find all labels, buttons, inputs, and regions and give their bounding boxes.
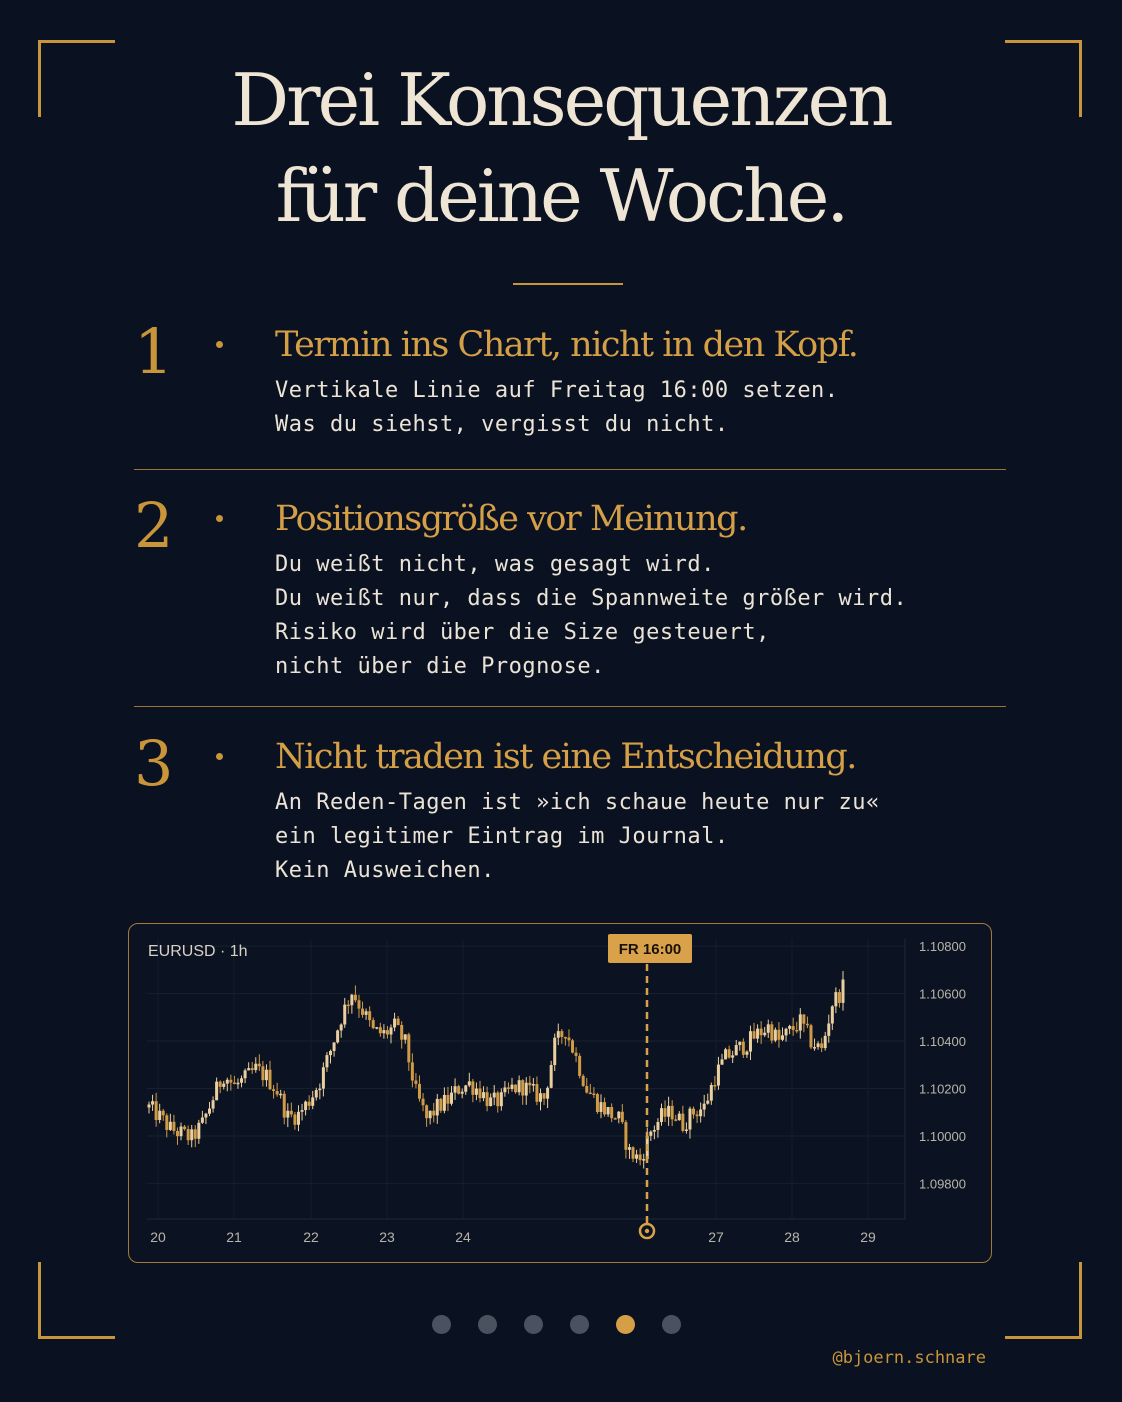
candle-body bbox=[792, 1026, 795, 1030]
candle-body bbox=[286, 1111, 289, 1118]
candle-body bbox=[240, 1078, 243, 1082]
candle-body bbox=[343, 1005, 346, 1025]
chart-symbol-label: EURUSD · 1h bbox=[148, 943, 248, 960]
candle-body bbox=[290, 1111, 293, 1115]
candle-body bbox=[489, 1097, 492, 1106]
page-dot[interactable] bbox=[432, 1315, 451, 1334]
candle-body bbox=[162, 1111, 165, 1116]
page-dot[interactable] bbox=[616, 1315, 635, 1334]
candle-body bbox=[614, 1118, 617, 1120]
candle-body bbox=[197, 1123, 200, 1139]
candle-body bbox=[261, 1066, 264, 1080]
page-dot[interactable] bbox=[570, 1315, 589, 1334]
page-title bbox=[0, 52, 1122, 244]
candle-body bbox=[589, 1093, 592, 1095]
candle-body bbox=[760, 1029, 763, 1036]
y-tick-label: 1.10000 bbox=[919, 1128, 966, 1144]
candle-body bbox=[155, 1101, 158, 1120]
page-dot[interactable] bbox=[662, 1315, 681, 1334]
candle-body bbox=[745, 1052, 748, 1055]
candle-body bbox=[375, 1027, 378, 1029]
candle-body bbox=[628, 1147, 631, 1150]
candle-body bbox=[368, 1011, 371, 1020]
candle-body bbox=[233, 1083, 236, 1085]
candle-body bbox=[276, 1091, 279, 1094]
candle-body bbox=[724, 1049, 727, 1059]
candle-body bbox=[254, 1064, 257, 1070]
candle-body bbox=[340, 1024, 343, 1030]
candle-body bbox=[827, 1023, 830, 1035]
candle-body bbox=[414, 1081, 417, 1084]
candle-body bbox=[503, 1087, 506, 1092]
candle-body bbox=[610, 1107, 613, 1118]
candle-body bbox=[642, 1159, 645, 1161]
item-number: 1 bbox=[134, 315, 174, 388]
candle-body bbox=[543, 1093, 546, 1098]
candle-body bbox=[738, 1042, 741, 1045]
candle-body bbox=[425, 1105, 428, 1118]
candle-body bbox=[617, 1112, 620, 1119]
candle-body bbox=[649, 1132, 652, 1136]
candle-body bbox=[834, 992, 837, 1006]
x-tick-label: 23 bbox=[379, 1229, 395, 1245]
item-heading: Termin ins Chart, nicht in den Kopf. bbox=[275, 325, 858, 365]
candle-body bbox=[236, 1083, 239, 1085]
item-number: 2 bbox=[134, 489, 174, 562]
candle-body bbox=[386, 1030, 389, 1034]
candle-body bbox=[461, 1092, 464, 1094]
candle-body bbox=[357, 1000, 360, 1008]
candle-body bbox=[770, 1024, 773, 1040]
candle-body bbox=[304, 1102, 307, 1110]
candle-body bbox=[578, 1056, 581, 1076]
candle-body bbox=[507, 1087, 510, 1089]
candle-body bbox=[696, 1115, 699, 1117]
candle-body bbox=[674, 1119, 677, 1121]
y-tick-label: 1.10200 bbox=[919, 1081, 966, 1097]
candle-body bbox=[244, 1070, 247, 1078]
candle-body bbox=[464, 1085, 467, 1091]
candle-body bbox=[450, 1093, 453, 1104]
candle-body bbox=[664, 1108, 667, 1117]
candle-body bbox=[560, 1031, 563, 1037]
candle-body bbox=[539, 1093, 542, 1102]
candle-body bbox=[592, 1094, 595, 1096]
candle-body bbox=[763, 1033, 766, 1036]
candle-body bbox=[251, 1068, 254, 1070]
candle-body bbox=[596, 1094, 599, 1112]
candle-body bbox=[297, 1112, 300, 1125]
candle-body bbox=[639, 1154, 642, 1160]
x-tick-label: 20 bbox=[150, 1229, 166, 1245]
candle-body bbox=[777, 1030, 780, 1040]
candle-body bbox=[372, 1020, 375, 1028]
item-body-line: ein legitimer Eintrag im Journal. bbox=[275, 824, 729, 849]
candle-body bbox=[215, 1082, 218, 1101]
item-body-line: Risiko wird über die Size gesteuert, bbox=[275, 620, 770, 645]
candle-body bbox=[407, 1034, 410, 1062]
candle-body bbox=[809, 1025, 812, 1047]
corner-bracket-bottom-right bbox=[1005, 1262, 1082, 1339]
item-number: 3 bbox=[134, 727, 174, 800]
candle-body bbox=[681, 1114, 684, 1131]
candle-body bbox=[582, 1076, 585, 1086]
candle-body bbox=[454, 1086, 457, 1092]
candle-body bbox=[713, 1085, 716, 1087]
candle-body bbox=[603, 1102, 606, 1114]
candle-body bbox=[824, 1036, 827, 1048]
candle-body bbox=[528, 1083, 531, 1086]
candle-body bbox=[795, 1030, 798, 1032]
candle-body bbox=[183, 1127, 186, 1130]
candle-body bbox=[308, 1102, 311, 1106]
y-tick-label: 1.10600 bbox=[919, 986, 966, 1002]
item-heading: Positionsgröße vor Meinung. bbox=[275, 499, 747, 539]
candle-body bbox=[550, 1065, 553, 1088]
candle-body bbox=[446, 1095, 449, 1104]
chart-canvas bbox=[129, 924, 993, 1264]
x-tick-label: 28 bbox=[784, 1229, 800, 1245]
candle-body bbox=[318, 1089, 321, 1091]
candle-body bbox=[322, 1067, 325, 1088]
candle-body bbox=[180, 1127, 183, 1137]
candle-body bbox=[671, 1106, 674, 1119]
bullet-dot-icon bbox=[216, 515, 223, 522]
event-marker-dot bbox=[645, 1229, 649, 1233]
candle-body bbox=[557, 1031, 560, 1038]
candle-body bbox=[813, 1047, 816, 1049]
candle-body bbox=[710, 1085, 713, 1101]
candle-body bbox=[204, 1114, 207, 1118]
candle-body bbox=[532, 1084, 535, 1086]
page-dot[interactable] bbox=[478, 1315, 497, 1334]
section-divider bbox=[134, 706, 1006, 707]
candle-body bbox=[301, 1110, 304, 1112]
candle-body bbox=[749, 1031, 752, 1051]
candle-body bbox=[518, 1080, 521, 1092]
candle-body bbox=[222, 1084, 225, 1087]
candle-body bbox=[720, 1059, 723, 1064]
x-tick-label: 22 bbox=[303, 1229, 319, 1245]
candle-body bbox=[311, 1097, 314, 1105]
candle-body bbox=[624, 1122, 627, 1150]
candle-body bbox=[699, 1110, 702, 1117]
y-tick-label: 1.10800 bbox=[919, 939, 966, 955]
author-handle: @bjoern.schnare bbox=[832, 1348, 986, 1368]
candle-body bbox=[219, 1082, 222, 1087]
candle-body bbox=[172, 1122, 175, 1131]
candle-body bbox=[212, 1100, 215, 1108]
candle-body bbox=[571, 1040, 574, 1052]
candle-body bbox=[535, 1084, 538, 1102]
item-body-line: An Reden-Tagen ist »ich schaue heute nur zu« bbox=[275, 790, 880, 815]
candle-body bbox=[842, 980, 845, 1003]
candle-body bbox=[269, 1070, 272, 1089]
candle-body bbox=[621, 1112, 624, 1122]
item-body-line: nicht über die Prognose. bbox=[275, 654, 605, 679]
candle-body bbox=[190, 1129, 193, 1140]
candle-body bbox=[632, 1147, 635, 1159]
candle-body bbox=[151, 1101, 154, 1104]
price-chart bbox=[128, 923, 992, 1263]
candle-body bbox=[514, 1085, 517, 1093]
item-body-line: Was du siehst, vergisst du nicht. bbox=[275, 412, 729, 437]
candle-body bbox=[208, 1109, 211, 1114]
candle-body bbox=[187, 1129, 190, 1140]
candle-body bbox=[293, 1114, 296, 1124]
candle-body bbox=[635, 1154, 638, 1158]
candle-body bbox=[148, 1105, 151, 1108]
candle-body bbox=[201, 1118, 204, 1123]
candle-body bbox=[774, 1030, 777, 1041]
candle-body bbox=[820, 1043, 823, 1048]
candle-body bbox=[731, 1055, 734, 1057]
candle-body bbox=[436, 1099, 439, 1116]
title-line-2: für deine Woche. bbox=[275, 154, 847, 238]
candle-body bbox=[831, 1006, 834, 1023]
candle-body bbox=[742, 1042, 745, 1055]
candle-body bbox=[546, 1088, 549, 1099]
candle-body bbox=[226, 1080, 229, 1084]
candle-body bbox=[404, 1034, 407, 1039]
section-divider bbox=[134, 469, 1006, 470]
candle-body bbox=[660, 1108, 663, 1122]
candle-body bbox=[496, 1093, 499, 1107]
candle-body bbox=[165, 1115, 168, 1130]
candle-body bbox=[564, 1037, 567, 1039]
title-divider bbox=[513, 283, 623, 285]
candle-body bbox=[283, 1094, 286, 1118]
candle-body bbox=[767, 1024, 770, 1032]
candle-body bbox=[393, 1019, 396, 1028]
candle-body bbox=[493, 1093, 496, 1098]
candle-body bbox=[229, 1080, 232, 1083]
candle-body bbox=[382, 1030, 385, 1033]
candle-body bbox=[728, 1049, 731, 1057]
candle-body bbox=[176, 1131, 179, 1136]
candle-body bbox=[553, 1038, 556, 1065]
candle-body bbox=[478, 1089, 481, 1099]
candle-body bbox=[607, 1107, 610, 1114]
candle-body bbox=[422, 1099, 425, 1106]
x-tick-label: 29 bbox=[860, 1229, 876, 1245]
x-tick-label: 21 bbox=[226, 1229, 242, 1245]
candle-body bbox=[457, 1086, 460, 1094]
candle-body bbox=[656, 1122, 659, 1130]
item-heading: Nicht traden ist eine Entscheidung. bbox=[275, 737, 856, 777]
candle-body bbox=[247, 1068, 250, 1070]
candle-body bbox=[781, 1035, 784, 1039]
candle-body bbox=[706, 1101, 709, 1104]
candle-body bbox=[347, 1005, 350, 1007]
candle-body bbox=[158, 1111, 161, 1120]
candle-body bbox=[806, 1024, 809, 1025]
candle-body bbox=[329, 1051, 332, 1055]
y-tick-label: 1.10400 bbox=[919, 1034, 966, 1050]
candle-body bbox=[585, 1086, 588, 1093]
candle-body bbox=[390, 1027, 393, 1034]
candle-body bbox=[788, 1026, 791, 1029]
candle-body bbox=[688, 1109, 691, 1130]
candle-body bbox=[379, 1027, 382, 1033]
item-body bbox=[275, 548, 907, 684]
candle-body bbox=[272, 1089, 275, 1091]
candle-body bbox=[521, 1080, 524, 1095]
candle-body bbox=[315, 1090, 318, 1097]
candle-body bbox=[361, 1009, 364, 1015]
candle-body bbox=[667, 1106, 670, 1117]
candle-body bbox=[703, 1104, 706, 1110]
candle-body bbox=[692, 1109, 695, 1115]
candle-body bbox=[325, 1055, 328, 1067]
candle-body bbox=[511, 1085, 514, 1089]
candle-body bbox=[802, 1014, 805, 1023]
page-dot[interactable] bbox=[524, 1315, 543, 1334]
item-body bbox=[275, 374, 839, 442]
candle-body bbox=[735, 1045, 738, 1055]
x-tick-label: 27 bbox=[708, 1229, 724, 1245]
candle-body bbox=[468, 1081, 471, 1085]
candle-body bbox=[785, 1029, 788, 1036]
item-body-line: Kein Ausweichen. bbox=[275, 858, 495, 883]
candle-body bbox=[756, 1029, 759, 1039]
candle-body bbox=[653, 1130, 656, 1132]
item-body-line: Vertikale Linie auf Freitag 16:00 setzen. bbox=[275, 378, 839, 403]
candle-body bbox=[575, 1053, 578, 1056]
candle-body bbox=[685, 1129, 688, 1131]
item-body-line: Du weißt nur, dass die Spannweite größer wird. bbox=[275, 586, 908, 611]
candle-body bbox=[439, 1099, 442, 1111]
candle-body bbox=[397, 1019, 400, 1025]
candle-body bbox=[365, 1011, 368, 1015]
candle-body bbox=[429, 1111, 432, 1118]
candle-body bbox=[336, 1030, 339, 1042]
candle-body bbox=[525, 1083, 528, 1096]
item-body bbox=[275, 786, 880, 888]
candle-body bbox=[194, 1129, 197, 1138]
x-tick-label: 24 bbox=[455, 1229, 471, 1245]
candle-body bbox=[500, 1092, 503, 1106]
corner-bracket-bottom-left bbox=[38, 1262, 115, 1339]
candle-body bbox=[567, 1038, 570, 1041]
candle-body bbox=[799, 1014, 802, 1030]
candle-body bbox=[678, 1114, 681, 1120]
candle-body bbox=[486, 1092, 489, 1106]
candle-body bbox=[354, 995, 357, 1001]
candle-body bbox=[265, 1070, 268, 1080]
y-tick-label: 1.09800 bbox=[919, 1176, 966, 1192]
candle-body bbox=[350, 995, 353, 1006]
item-body-line: Du weißt nicht, was gesagt wird. bbox=[275, 552, 715, 577]
candle-body bbox=[411, 1062, 414, 1080]
candle-body bbox=[418, 1084, 421, 1099]
event-marker-label: FR 16:00 bbox=[618, 941, 682, 958]
candle-body bbox=[599, 1102, 602, 1112]
candle-body bbox=[333, 1042, 336, 1051]
bullet-dot-icon bbox=[216, 753, 223, 760]
candle-body bbox=[838, 992, 841, 1003]
candle-body bbox=[432, 1111, 435, 1116]
candle-body bbox=[817, 1043, 820, 1047]
candle-body bbox=[279, 1094, 282, 1096]
candle-body bbox=[482, 1092, 485, 1098]
candle-body bbox=[717, 1065, 720, 1086]
candle-body bbox=[400, 1025, 403, 1040]
candle-body bbox=[475, 1089, 478, 1095]
candle-body bbox=[258, 1064, 261, 1067]
candle-body bbox=[443, 1095, 446, 1111]
candle-body bbox=[471, 1081, 474, 1094]
title-line-1: Drei Konsequenzen bbox=[231, 58, 891, 142]
candle-body bbox=[169, 1122, 172, 1130]
bullet-dot-icon bbox=[216, 341, 223, 348]
candle-body bbox=[753, 1031, 756, 1038]
